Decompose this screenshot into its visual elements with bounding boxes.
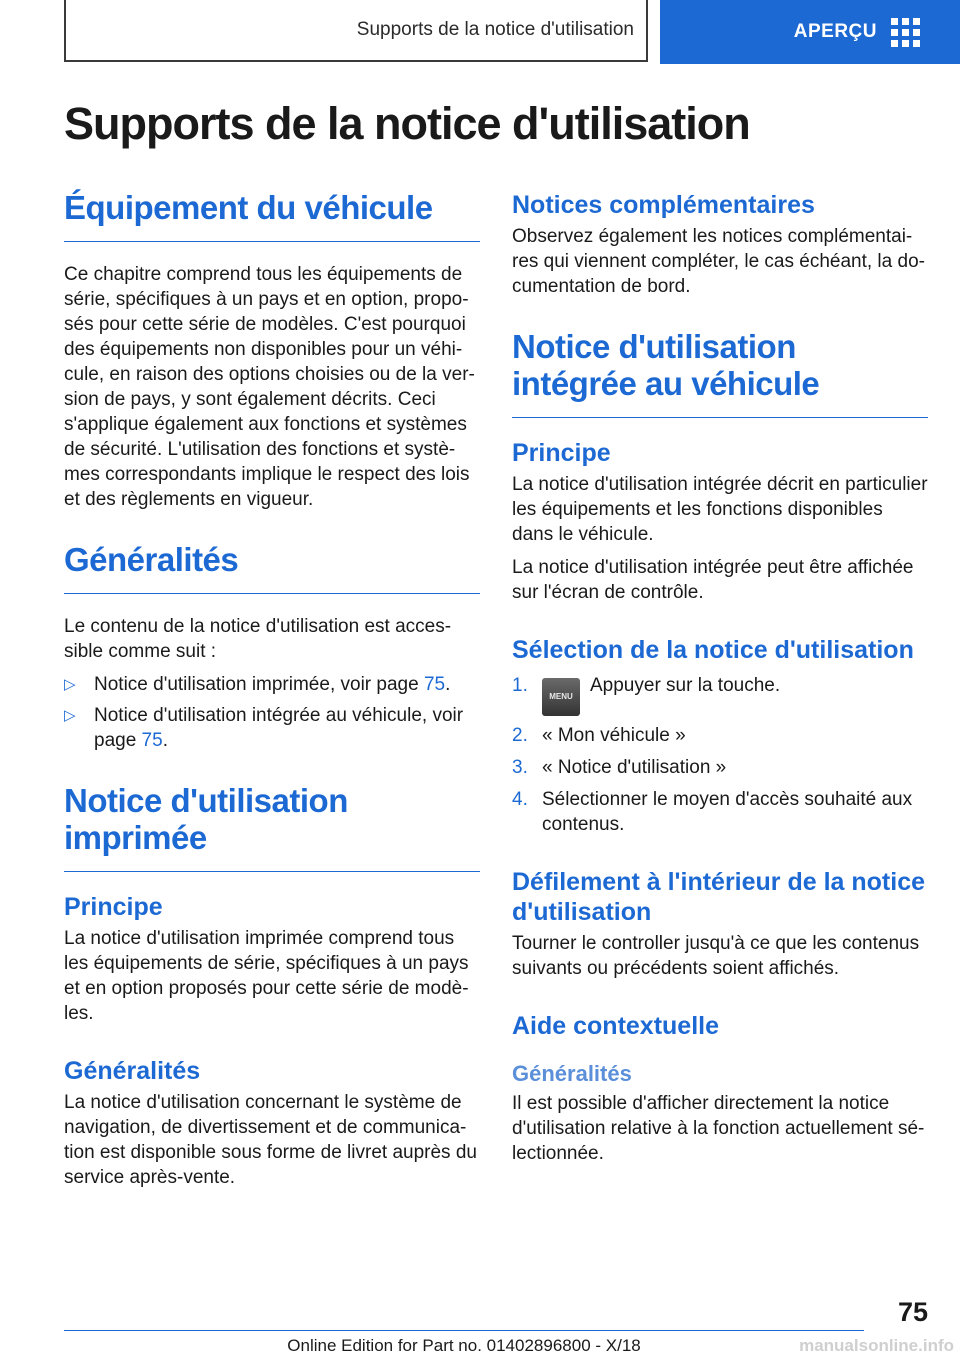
list-item: 4. Sélectionner le moyen d'accès souhaité aux contenus.	[512, 788, 913, 835]
access-list	[64, 672, 480, 753]
section-heading-equipement: Équipement du véhicule	[64, 190, 480, 242]
section-heading-notice-integree: Notice d'utilisation intégrée au véhicule	[512, 329, 928, 418]
subheading-principe: Principe	[64, 892, 163, 921]
grid-icon	[891, 18, 920, 47]
triangle-bullet-icon: ▷	[64, 675, 76, 693]
subheading-selection: Sélection de la notice d'utilisation	[512, 635, 914, 664]
paragraph: Le contenu de la notice d'utilisation est accessible comme suit :	[64, 615, 452, 662]
footer-divider	[64, 1330, 864, 1331]
list-item: ▷ Notice d'utilisation imprimée, voir page 75.	[64, 673, 451, 695]
triangle-bullet-icon: ▷	[64, 706, 76, 724]
subheading-principe: Principe	[512, 438, 611, 467]
header-section-title: Supports de la notice d'utilisation	[356, 19, 634, 40]
minor-heading-generalites: Généralités	[512, 1060, 632, 1086]
header-section-box	[64, 0, 648, 62]
subheading-notices-complementaires: Notices complémentaires	[512, 191, 815, 219]
paragraph: La notice d'utilisation imprimée comprend tous les équipements de série, spécifiques à un pays et en option proposés pour cette série de modèles.	[64, 927, 469, 1024]
overview-tab[interactable]	[660, 0, 960, 64]
page-number: 75	[897, 1297, 928, 1327]
paragraph: Ce chapitre comprend tous les équipements de série, spécifiques à un pays et en option, proposés pour cette série de modèles. C'est pourquoi des équipements non disponibles pour un véhicule, en raison des options choisies ou de la version de pays, y sont également décrits. Ceci s'applique également aux fonctions et systèmes de sécurité. L'utilisation des fonctions et systèmes correspondants implique le respect des lois et des règlements en vigueur.	[64, 263, 475, 510]
watermark: manualsonline.info	[799, 1336, 954, 1355]
footer-edition: Online Edition for Part no. 01402896800 - X/18	[287, 1336, 641, 1355]
steps-list	[512, 673, 928, 837]
paragraph: Il est possible d'afficher directement la notice d'utilisation relative à la fonction actuellement sélectionnée.	[512, 1093, 925, 1165]
section-heading-notice-imprimee: Notice d'utilisation imprimée	[64, 783, 480, 872]
section-heading-generalites: Généralités	[64, 542, 480, 594]
list-item: 1. MENUAppuyer sur la touche.	[512, 673, 928, 716]
subheading-defilement: Défilement à l'intérieur de la notice d'utilisation	[512, 867, 926, 926]
subheading-aide-contextuelle: Aide contextuelle	[512, 1011, 719, 1040]
page-title: Supports de la notice d'utilisation	[64, 98, 750, 149]
list-item: 3. « Notice d'utilisation »	[512, 756, 727, 778]
left-column	[64, 190, 480, 1190]
subheading-generalites: Généralités	[64, 1056, 201, 1085]
menu-button-icon: MENU	[542, 678, 580, 716]
paragraph: La notice d'utilisation intégrée peut être affichée sur l'écran de contrôle.	[512, 556, 914, 603]
overview-tab-label: APERÇU	[793, 21, 877, 42]
paragraph: Observez également les notices complémentaires qui viennent compléter, le cas échéant, la documentation de bord.	[512, 226, 925, 297]
right-column	[512, 190, 928, 1166]
paragraph: La notice d'utilisation intégrée décrit en particulier les équipements et les fonctions disponibles dans le véhicule.	[512, 473, 928, 545]
paragraph: Tourner le controller jusqu'à ce que les contenus suivants ou précédents soient affichés.	[512, 932, 920, 979]
page-link[interactable]: 75	[423, 673, 446, 695]
page-link[interactable]: 75	[141, 729, 163, 751]
list-item: 2. « Mon véhicule »	[512, 724, 686, 746]
list-item: ▷ Notice d'utilisation intégrée au véhicule, voir page 75.	[64, 704, 464, 751]
paragraph: La notice d'utilisation concernant le système de navigation, de divertissement et de communication est disponible sous forme de livret auprès du service après-vente.	[64, 1091, 477, 1188]
